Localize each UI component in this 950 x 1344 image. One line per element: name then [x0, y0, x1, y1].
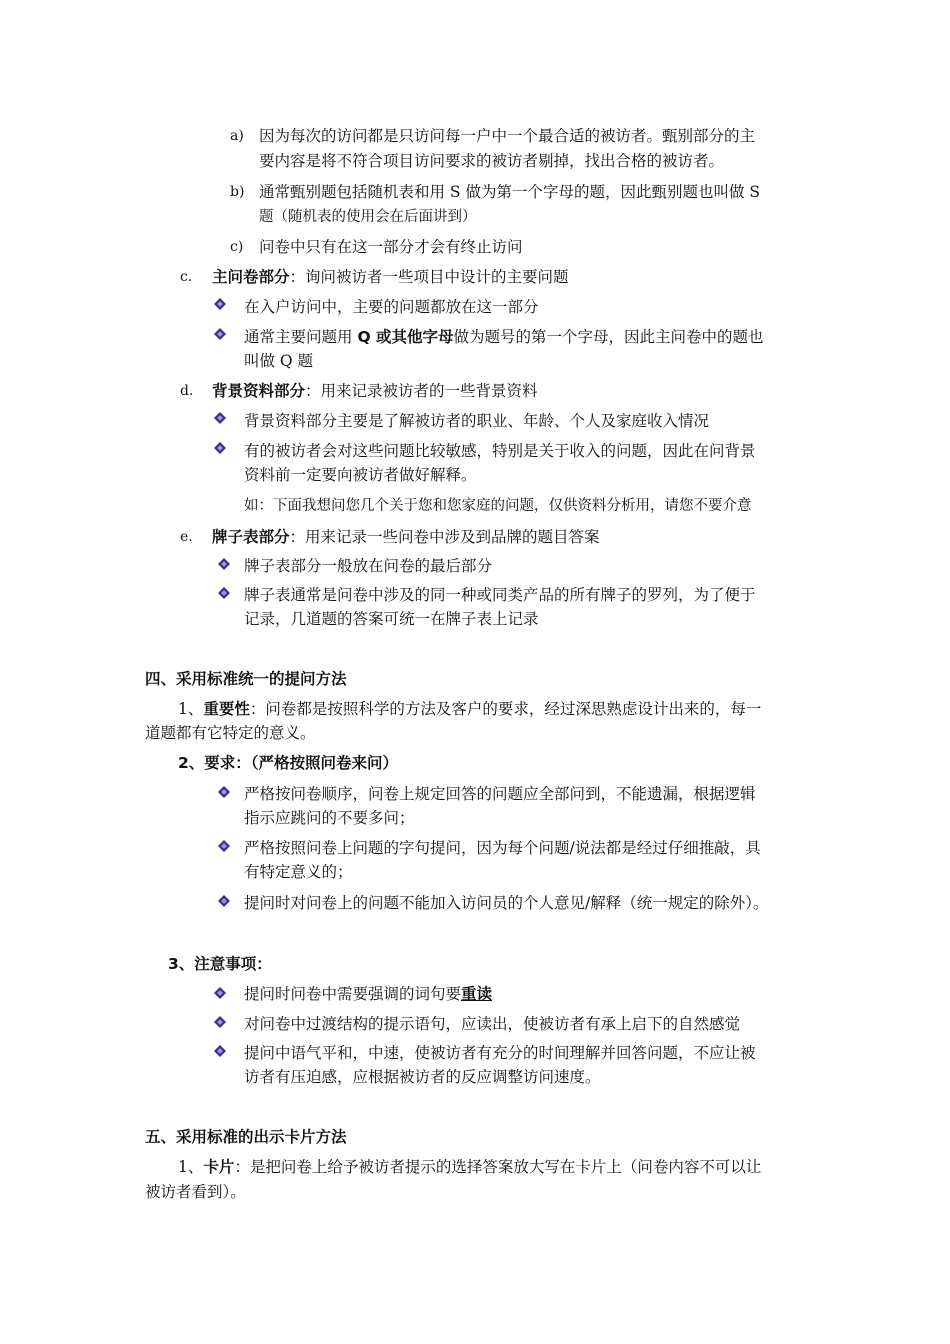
section4-p3-heading: 3、注意事项：: [168, 955, 272, 973]
section-d-bullet2-line2: 资料前一定要向被访者做好解释。: [244, 466, 477, 484]
section4-p2-heading: 2、要求：（严格按照问卷来问）: [178, 754, 399, 772]
section5-p1-line2: 被访者看到）。: [145, 1183, 246, 1201]
section-e-heading: [212, 526, 600, 548]
section-c-bullet2-pre: 通常主要问题用: [244, 328, 358, 346]
section-d-bullet2-line1: 有的被访者会对这些问题比较敏感，特别是关于收入的问题，因此在问背景: [244, 442, 756, 460]
section-mark-e: e.: [180, 529, 193, 545]
section-d-bullet1: 背景资料部分主要是了解被访者的职业、年龄、个人及家庭收入情况: [244, 412, 710, 430]
section-c-bullet2-line2: 叫做 Q 题: [244, 352, 314, 370]
section4-p3-bullet3-line1: 提问中语气平和，中速，使被访者有充分的时间理解并回答问题，不应让被: [244, 1044, 756, 1062]
section4-p2-bullet3: 提问时对问卷上的问题不能加入访问员的个人意见/解释（统一规定的除外）。: [244, 894, 769, 912]
section-c-title: 主问卷部分: [212, 268, 290, 286]
diamond-icon: [214, 1045, 226, 1057]
section4-p3-bullet1-text: 提问时问卷中需要强调的词句要: [244, 985, 462, 1003]
section4-p1-line2: 道题都有它特定的意义。: [145, 724, 316, 742]
section4-p1-number: 1、: [178, 700, 204, 718]
sub-item-mark-c: c): [230, 239, 244, 255]
section-d-title: 背景资料部分: [212, 382, 306, 400]
section4-p2-bullet2-line1: 严格按照问卷上问题的字句提问，因为每个问题/说法都是经过仔细推敲，具: [244, 839, 761, 857]
section-c-desc: ：询问被访者一些项目中设计的主要问题: [289, 268, 569, 286]
section4-heading: 四、采用标准统一的提问方法: [145, 670, 347, 688]
sub-item-mark-a: a): [230, 128, 244, 144]
sub-item-b-line2: 题（随机表的使用会在后面讲到）: [259, 209, 477, 225]
section-mark-d: d.: [180, 383, 194, 399]
section5-p1-text: ：是把问卷上给予被访者提示的选择答案放大写在卡片上（问卷内容不可以让: [234, 1158, 762, 1176]
diamond-icon: [214, 1016, 226, 1028]
diamond-icon: [214, 328, 226, 340]
section-c-bullet1: 在入户访问中，主要的问题都放在这一部分: [244, 298, 539, 316]
sub-item-mark-b: b): [230, 184, 245, 200]
section-d-heading: [212, 380, 538, 402]
diamond-icon: [218, 895, 230, 907]
section4-p3-bullet3-line2: 访者有压迫感，应根据被访者的反应调整访问速度。: [244, 1068, 601, 1086]
section-d-desc: ：用来记录被访者的一些背景资料: [305, 382, 538, 400]
section5-p1-line1: [178, 1156, 761, 1178]
diamond-icon: [214, 298, 226, 310]
section-c-heading: [212, 266, 569, 288]
section4-p3-bullet2: 对问卷中过渡结构的提示语句，应读出，使被访者有承上启下的自然感觉: [244, 1015, 741, 1033]
section5-heading: 五、采用标准的出示卡片方法: [145, 1128, 347, 1146]
section-c-bullet2-bold: Q 或其他字母: [357, 328, 454, 346]
diamond-icon: [218, 558, 230, 570]
section-c-bullet2-line1: [244, 326, 764, 348]
section4-p1-text: ：问卷都是按照科学的方法及客户的要求，经过深思熟虑设计出来的，每一: [249, 700, 762, 718]
section4-p3-bullet1-emphasis: 重读: [461, 985, 493, 1003]
diamond-icon: [218, 840, 230, 852]
section4-p2-bullet2-line2: 有特定意义的；: [244, 863, 353, 881]
section5-p1-term: 卡片: [203, 1158, 235, 1176]
diamond-icon: [218, 786, 230, 798]
section4-p3-bullet1: [244, 983, 492, 1005]
section5-p1-number: 1、: [178, 1158, 204, 1176]
section4-p2-bullet1-line2: 指示应跳问的不要多问；: [244, 809, 415, 827]
section-mark-c: c.: [180, 269, 193, 285]
diamond-icon: [214, 442, 226, 454]
section4-p1-term: 重要性: [203, 700, 250, 718]
section-e-bullet1: 牌子表部分一般放在问卷的最后部分: [244, 557, 493, 575]
diamond-icon: [218, 587, 230, 599]
diamond-icon: [214, 412, 226, 424]
section-e-bullet2-line1: 牌子表通常是问卷中涉及的同一种或同类产品的所有牌子的罗列，为了便于: [244, 586, 756, 604]
diamond-icon: [214, 987, 226, 999]
sub-item-b-line1: 通常甄别题包括随机表和用 S 做为第一个字母的题，因此甄别题也叫做 S: [259, 183, 761, 201]
section-d-example: 如：下面我想问您几个关于您和您家庭的问题，仅供资料分析用，请您不要介意: [244, 498, 752, 514]
sub-item-a-line2: 要内容是将不符合项目访问要求的被访者剔掉，找出合格的被访者。: [259, 152, 725, 170]
section-e-bullet2-line2: 记录，几道题的答案可统一在牌子表上记录: [244, 610, 539, 628]
sub-item-a-line1: 因为每次的访问都是只访问每一户中一个最合适的被访者。甄别部分的主: [259, 127, 756, 145]
section4-p1-line1: [178, 698, 761, 720]
section-e-desc: ：用来记录一些问卷中涉及到品牌的题目答案: [289, 528, 600, 546]
section-c-bullet2-post: 做为题号的第一个字母，因此主问卷中的题也: [453, 328, 764, 346]
sub-item-c-line1: 问卷中只有在这一部分才会有终止访问: [259, 238, 523, 256]
section-e-title: 牌子表部分: [212, 528, 290, 546]
section4-p2-bullet1-line1: 严格按问卷顺序，问卷上规定回答的问题应全部问到，不能遗漏，根据逻辑: [244, 785, 756, 803]
